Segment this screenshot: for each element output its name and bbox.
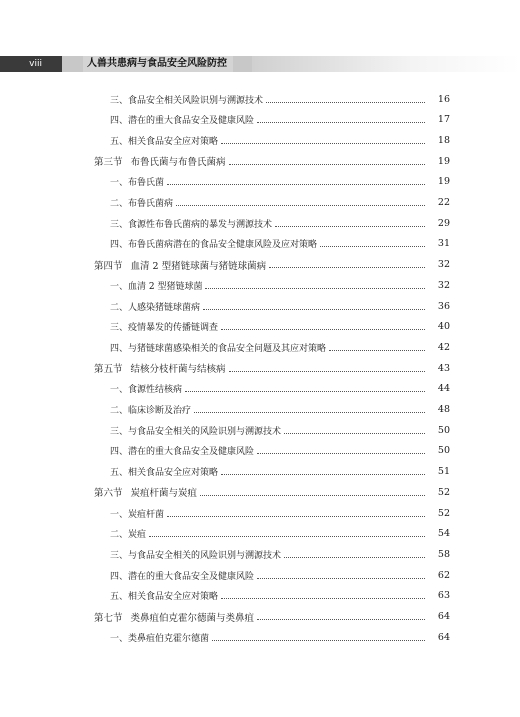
dot-leader [176, 204, 425, 206]
toc-entry-title: 二、布鲁氏菌病 [110, 199, 174, 209]
toc-subentry[interactable] [110, 275, 450, 295]
toc-section-entry[interactable] [94, 255, 450, 275]
toc-entry-title: 布鲁氏菌与布鲁氏菌病 [130, 157, 226, 169]
toc-entry-title: 结核分枝杆菌与结核病 [130, 364, 226, 376]
toc-subentry[interactable] [110, 193, 450, 213]
dot-leader [221, 142, 425, 144]
toc-subentry[interactable] [110, 89, 450, 109]
toc-subentry[interactable] [110, 296, 450, 316]
toc-section-entry[interactable] [94, 482, 450, 502]
toc-page-number: 36 [437, 300, 450, 312]
toc-subentry[interactable] [110, 400, 450, 420]
toc-entry-title: 三、疫情暴发的传播链调查 [110, 323, 219, 334]
dot-leader [200, 494, 425, 496]
toc-entry-title: 五、相关食品安全应对策略 [110, 136, 219, 147]
toc-section-number: 第三节 [94, 157, 123, 169]
dot-leader [185, 390, 425, 392]
toc-page-number: 42 [437, 341, 450, 353]
toc-entry-title: 一、类鼻疽伯克霍尔德菌 [110, 633, 210, 644]
dot-leader [257, 452, 425, 454]
toc-page-number: 18 [437, 134, 450, 146]
toc-section-number: 第四节 [94, 260, 123, 272]
toc-subentry[interactable] [110, 213, 450, 233]
toc-page-number: 43 [437, 362, 450, 374]
toc-entry-title: 四、潜在的重大食品安全及健康风险 [110, 571, 255, 582]
dot-leader [257, 121, 425, 123]
toc-entry-title: 四、布鲁氏菌病潜在的食品安全健康风险及应对策略 [110, 240, 318, 251]
toc-page-number: 50 [437, 445, 450, 457]
dot-leader [221, 597, 425, 599]
toc-subentry[interactable] [110, 234, 450, 254]
toc-entry-title: 类鼻疽伯克霍尔德菌与类鼻疽 [130, 612, 255, 624]
toc-subentry[interactable] [110, 524, 450, 544]
toc-entry-title: 一、布鲁氏菌 [110, 178, 165, 189]
dot-leader [284, 432, 425, 434]
dot-leader [266, 101, 425, 103]
header-gradient [252, 56, 520, 72]
toc-subentry[interactable] [110, 544, 450, 564]
toc-entry-title: 五、相关食品安全应对策略 [110, 468, 219, 479]
dot-leader [320, 245, 425, 247]
toc-page-number: 32 [437, 279, 450, 291]
toc-subentry[interactable] [110, 172, 450, 192]
toc-subentry[interactable] [110, 130, 450, 150]
toc-subentry[interactable] [110, 337, 450, 357]
toc-page-number: 16 [437, 93, 450, 105]
dot-leader [257, 618, 425, 620]
toc-entry-title: 四、与猪链球菌感染相关的食品安全问题及其应对策略 [110, 343, 327, 354]
dot-leader [194, 411, 425, 413]
toc-page-number: 48 [437, 404, 450, 415]
toc-section-number: 第六节 [94, 488, 123, 500]
toc-page-number: 58 [437, 548, 450, 560]
dot-leader [257, 577, 425, 579]
toc-subentry[interactable] [110, 627, 450, 647]
toc-page-number: 17 [437, 114, 450, 126]
toc-page-number: 29 [437, 217, 450, 229]
toc-entry-title: 三、食源性布鲁氏菌病的暴发与溯源技术 [110, 219, 273, 230]
toc-entry-title: 二、临床诊断及治疗 [110, 406, 192, 416]
toc-entry-title: 血清 2 型猪链球菌与猪链球菌病 [130, 260, 267, 272]
toc-entry-title: 一、血清 2 型猪链球菌 [110, 281, 203, 292]
dot-leader [167, 515, 425, 517]
dot-leader [221, 328, 425, 330]
toc-page-number: 51 [437, 466, 450, 478]
toc-subentry[interactable] [110, 586, 450, 606]
toc-page-number: 40 [437, 321, 450, 333]
toc-entry-title: 二、人感染猪链球菌病 [110, 302, 201, 313]
page-number-roman: viii [0, 56, 62, 72]
toc-entry-title: 三、与食品安全相关的风险识别与溯源技术 [110, 426, 282, 437]
running-header [0, 56, 520, 72]
toc-section-entry[interactable] [94, 607, 450, 627]
toc-entry-title: 二、炭疽 [110, 530, 147, 541]
dot-leader [329, 349, 425, 351]
toc-page-number: 44 [437, 383, 450, 395]
toc-page-number: 64 [437, 631, 450, 643]
toc-subentry[interactable] [110, 441, 450, 461]
toc-section-number: 第五节 [94, 364, 123, 376]
dot-leader [167, 183, 425, 185]
toc-page-number: 63 [437, 590, 450, 602]
dot-leader [275, 225, 425, 227]
toc-page-number: 50 [437, 424, 450, 436]
book-title: 人兽共患病与食品安全风险防控 [83, 56, 233, 72]
toc-page-number: 62 [437, 569, 450, 581]
toc-page-number: 19 [437, 176, 450, 188]
toc-entry-title: 一、炭疽杆菌 [110, 509, 165, 520]
dot-leader [203, 308, 425, 310]
toc-subentry[interactable] [110, 503, 450, 523]
toc-entry-title: 三、与食品安全相关的风险识别与溯源技术 [110, 550, 282, 561]
toc-subentry[interactable] [110, 420, 450, 440]
toc-entry-title: 一、食源性结核病 [110, 385, 183, 396]
dot-leader [221, 473, 425, 475]
dot-leader [269, 266, 425, 268]
dot-leader [229, 163, 425, 165]
toc-subentry[interactable] [110, 565, 450, 585]
toc-page-number: 64 [437, 611, 450, 622]
toc-page-number: 54 [437, 528, 450, 540]
dot-leader [229, 370, 425, 372]
toc-entry-title: 四、潜在的重大食品安全及健康风险 [110, 116, 255, 127]
toc-entry-title: 三、食品安全相关风险识别与溯源技术 [110, 95, 264, 106]
dot-leader [212, 639, 425, 641]
toc-page-number: 52 [437, 486, 450, 498]
toc-subentry[interactable] [110, 317, 450, 337]
dot-leader [284, 556, 425, 558]
toc-entry-title: 四、潜在的重大食品安全及健康风险 [110, 447, 255, 458]
toc-page-number: 19 [437, 155, 450, 167]
toc-subentry[interactable] [110, 379, 450, 399]
toc-page-number: 32 [437, 259, 450, 271]
toc-entry-title: 炭疽杆菌与炭疽 [130, 488, 198, 500]
dot-leader [205, 287, 425, 289]
dot-leader [149, 535, 425, 537]
toc-section-number: 第七节 [94, 612, 123, 624]
toc-page-number: 52 [437, 507, 450, 519]
toc-subentry[interactable] [110, 110, 450, 130]
toc-subentry[interactable] [110, 462, 450, 482]
toc-section-entry[interactable] [94, 151, 450, 171]
toc-section-entry[interactable] [94, 358, 450, 378]
toc-entry-title: 五、相关食品安全应对策略 [110, 592, 219, 603]
toc-page-number: 31 [437, 238, 450, 250]
toc-page-number: 22 [437, 197, 450, 208]
